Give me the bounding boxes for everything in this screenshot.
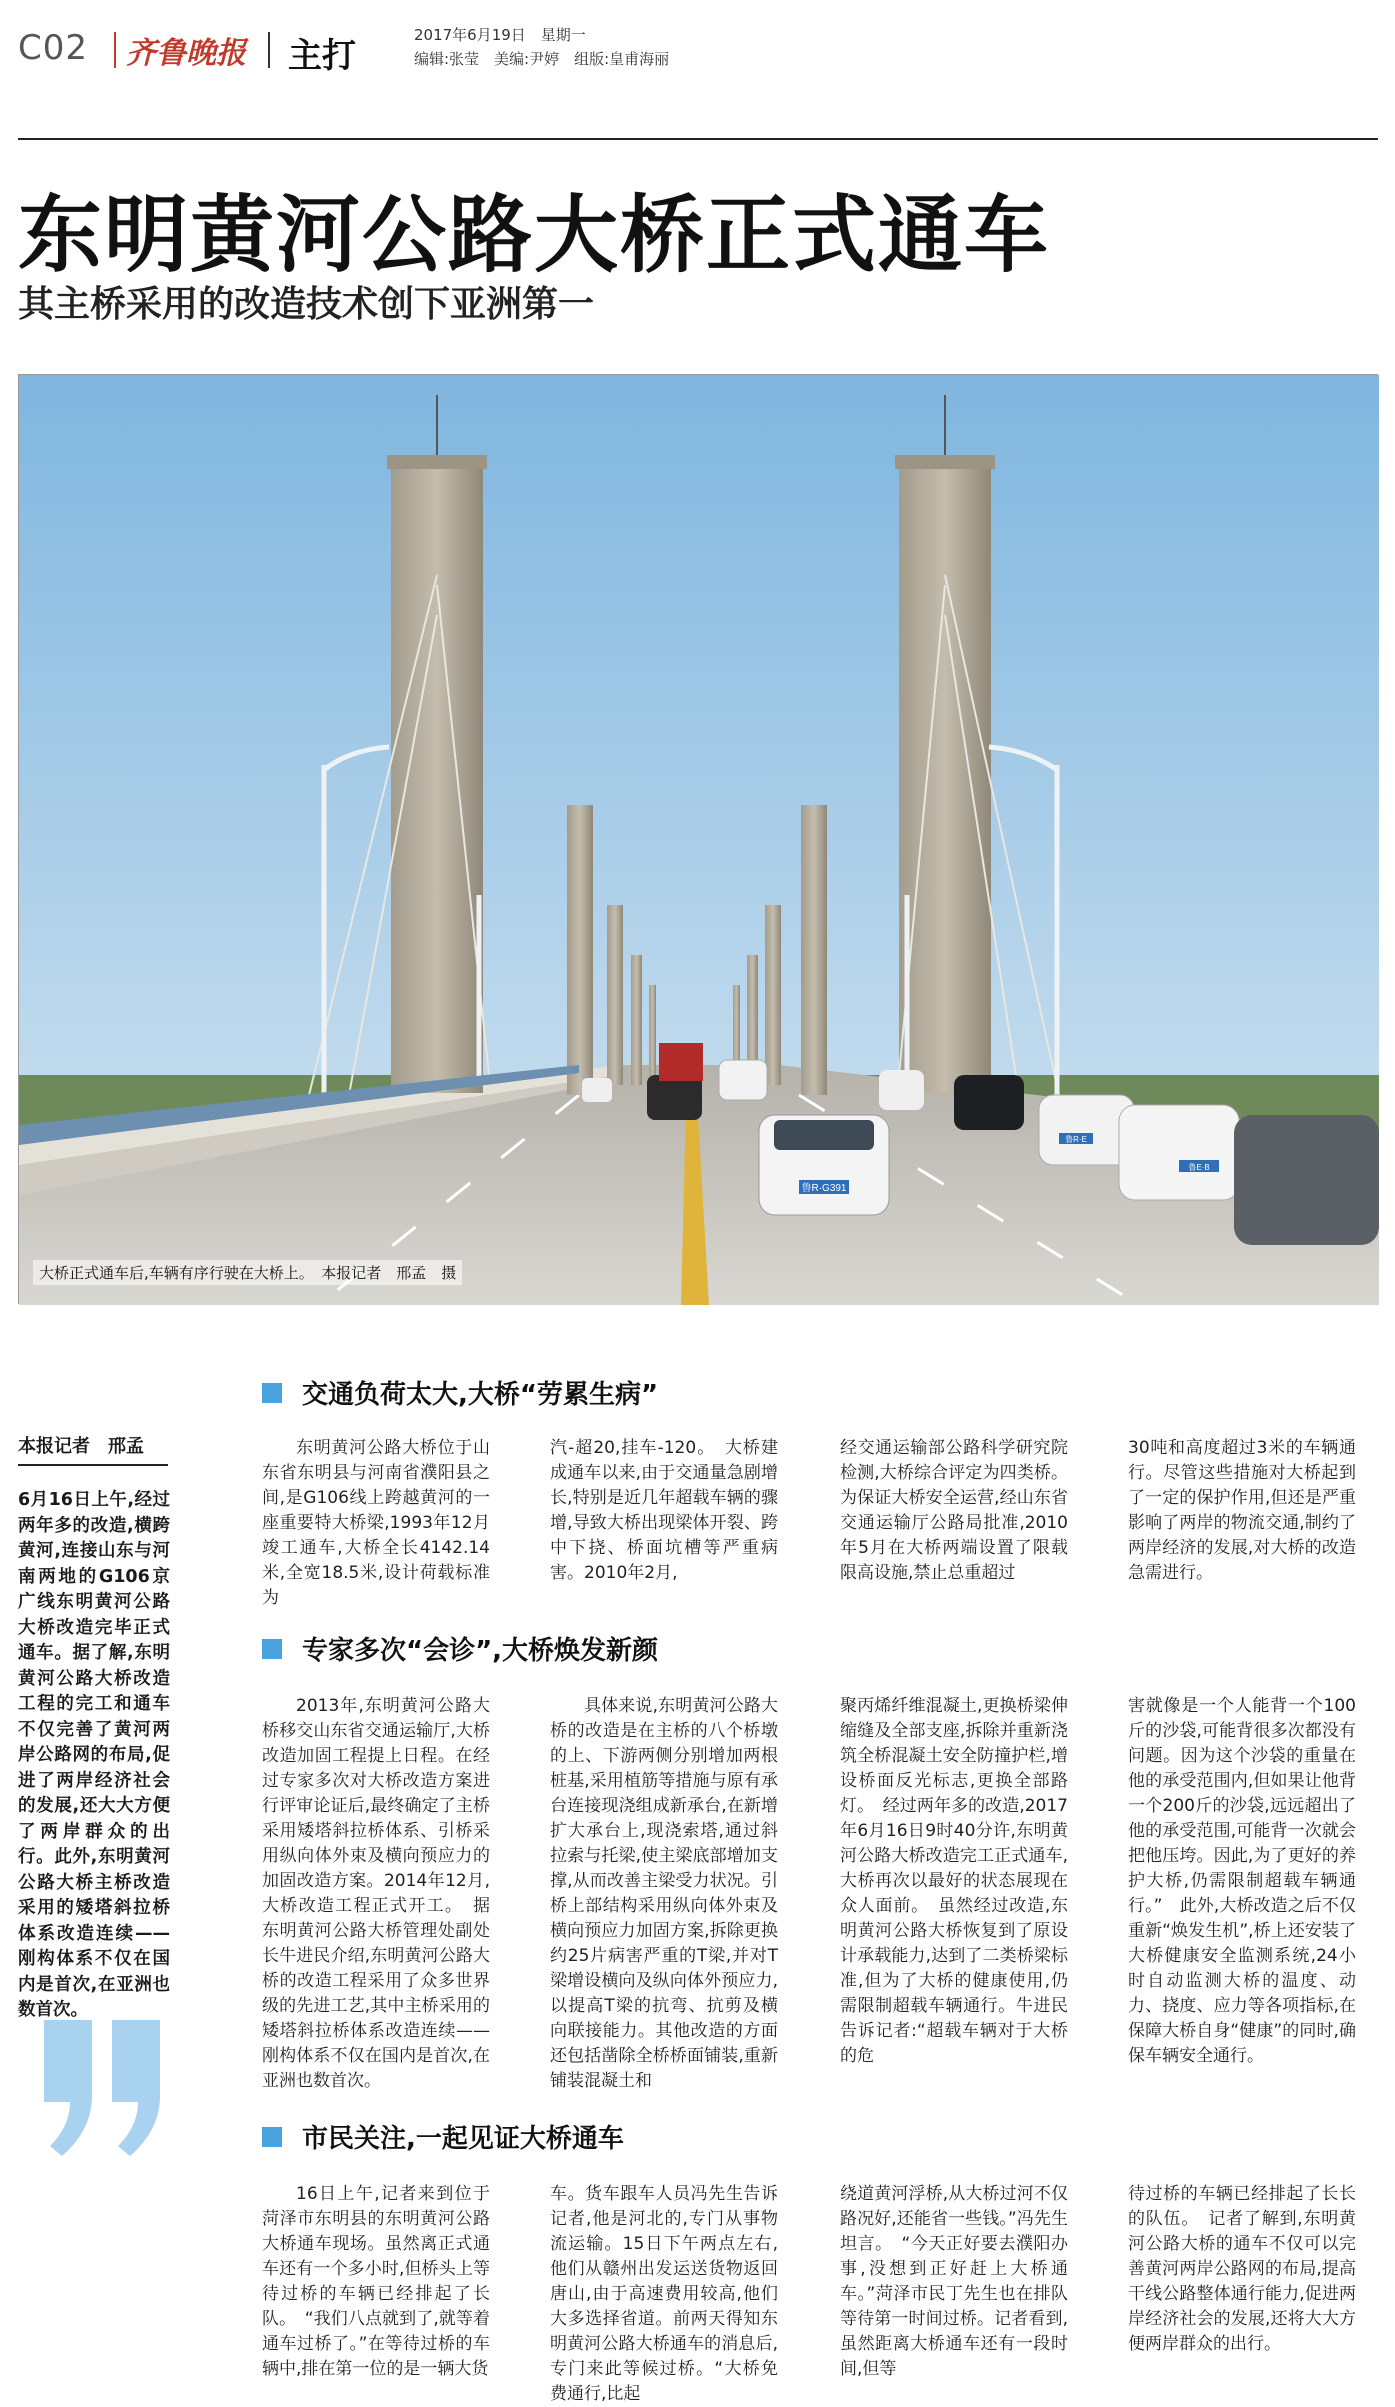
section-bullet-icon	[262, 2127, 282, 2147]
section-name: 主打	[288, 36, 356, 76]
article-column: 车。货车跟车人员冯先生告诉记者,他是河北的,专门从事物流运输。15日下午两点左右,他们从赣州出发运送货物返回唐山,由于高速费用较高,他们大多选择省道。前两天得知东明黄河公路大桥通车的消息后,专门来此等候过桥。“大桥免费通行,比起	[550, 2184, 778, 2404]
section-bullet-icon	[262, 1383, 282, 1403]
section-title: 交通负荷太大,大桥“劳累生病”	[262, 1374, 658, 1411]
article-column: 30吨和高度超过3米的车辆通行。尽管这些措施对大桥起到了一定的保护作用,但还是严重影响了两岸的物流交通,制约了两岸经济的发展,对大桥的改造急需进行。	[1128, 1438, 1356, 1583]
article-column: 聚丙烯纤维混凝土,更换桥梁伸缩缝及全部支座,拆除并重新浇筑全桥混凝土安全防撞护栏,增设桥面反光标志,更换全部路灯。 经过两年多的改造,2017年6月16日9时40分许,东明黄河公路大桥改造完工正式通车,大桥再次以最好的状态展现在众人面前。 虽然经过改造,东明黄河公路大桥恢复到了原设计承载能力,达到了二类桥梁标准,但为了大桥的健康使用,仍需限制超载车辆通行。牛进民告诉记者:“超载车辆对于大桥的危	[840, 1696, 1068, 2066]
page-number: C02	[18, 28, 89, 68]
section-title: 专家多次“会诊”,大桥焕发新颜	[262, 1630, 658, 1667]
quote-mark-icon	[40, 2010, 170, 2160]
section-bullet-icon	[262, 1639, 282, 1659]
article-column: 汽-超20,挂车-120。 大桥建成通车以来,由于交通量急剧增长,特别是近几年超载车辆的骤增,导致大桥出现梁体开裂、跨中下挠、桥面坑槽等严重病害。2010年2月,	[550, 1438, 778, 1583]
byline: 本报记者 邢孟	[18, 1432, 168, 1466]
subheadline: 其主桥采用的改造技术创下亚洲第一	[18, 284, 595, 325]
header-divider	[268, 32, 270, 68]
page-header	[18, 22, 1378, 80]
article-column: 害就像是一个人能背一个100斤的沙袋,可能背很多次都没有问题。因为这个沙袋的重量在他的承受范围内,但如果让他背一个200斤的沙袋,远远超出了他的承受范围,可能背一次就会把他压垮。因此,为了更好的养护大桥,仍需限制超载车辆通行。” 此外,大桥改造之后不仅重新“焕发生机”,桥上还安装了大桥健康安全监测系统,24小时自动监测大桥的温度、动力、挠度、应力等各项指标,在保障大桥自身“健康”的同时,确保车辆安全通行。	[1128, 1696, 1356, 2066]
bridge-photo	[18, 374, 1378, 1304]
header-rule	[18, 138, 1378, 140]
headline: 东明黄河公路大桥正式通车	[18, 186, 1051, 284]
article-column: 东明黄河公路大桥位于山东省东明县与河南省濮阳县之间,是G106线上跨越黄河的一座重要特大桥梁,1993年12月竣工通车,大桥全长4142.14米,全宽18.5米,设计荷载标准为	[262, 1438, 490, 1608]
issue-date: 2017年6月19日 星期一	[414, 26, 586, 44]
license-plate: 鲁E·B	[1188, 1163, 1210, 1172]
license-plate: 鲁R·G391	[801, 1183, 847, 1194]
article-column: 2013年,东明黄河公路大桥移交山东省交通运输厅,大桥改造加固工程提上日程。在经过专家多次对大桥改造方案进行评审论证后,最终确定了主桥采用矮塔斜拉桥体系、引桥采用纵向体外束及横向预应力的加固改造方案。2014年12月,大桥改造工程正式开工。 据东明黄河公路大桥管理处副处长牛进民介绍,东明黄河公路大桥的改造工程采用了众多世界级的先进工艺,其中主桥采用的矮塔斜拉桥体系改造连续——刚构体系不仅在国内是首次,在亚洲也数首次。	[262, 1696, 490, 2091]
article-column: 具体来说,东明黄河公路大桥的改造是在主桥的八个桥墩的上、下游两侧分别增加两根桩基,采用植筋等措施与原有承台连接现浇组成新承台,在新增扩大承台上,现浇索塔,通过斜拉索与托梁,使主梁底部增加支撑,从而改善主梁受力状况。引桥上部结构采用纵向体外束及横向预应力加固方案,拆除更换约25片病害严重的T梁,并对T梁增设横向及纵向体外预应力,以提高T梁的抗弯、抗剪及横向联接能力。其他改造的方面还包括凿除全桥桥面铺装,重新铺装混凝土和	[550, 1696, 778, 2091]
article-column: 16日上午,记者来到位于菏泽市东明县的东明黄河公路大桥通车现场。虽然离正式通车还有一个多小时,但桥头上等待过桥的车辆已经排起了长队。 “我们八点就到了,就等着通车过桥了。”在等待过桥的车辆中,排在第一位的是一辆大货	[262, 2184, 490, 2379]
license-plate: 鲁R·E	[1065, 1135, 1087, 1144]
header-divider	[114, 32, 116, 68]
newspaper-logo: 齐鲁晚报	[126, 36, 246, 71]
editor-credits: 编辑:张莹 美编:尹婷 组版:皇甫海丽	[414, 50, 670, 68]
section-title: 市民关注,一起见证大桥通车	[262, 2118, 624, 2155]
lead-paragraph: 6月16日上午,经过两年多的改造,横跨黄河,连接山东与河南两地的G106京广线东明黄河公路大桥改造完毕正式通车。据了解,东明黄河公路大桥改造工程的完工和通车不仅完善了黄河两岸公路网的布局,促进了两岸经济社会的发展,还大大方便了两岸群众的出行。此外,东明黄河公路大桥主桥改造采用的矮塔斜拉桥体系改造连续——刚构体系不仅在国内是首次,在亚洲也数首次。	[18, 1490, 170, 2020]
article-column: 待过桥的车辆已经排起了长长的队伍。 记者了解到,东明黄河公路大桥的通车不仅可以完善黄河两岸公路网的布局,提高干线公路整体通行能力,促进两岸经济社会的发展,还将大大方便两岸群众的出行。	[1128, 2184, 1356, 2354]
photo-caption: 大桥正式通车后,车辆有序行驶在大桥上。 本报记者 邢孟 摄	[33, 1260, 462, 1285]
article-column: 绕道黄河浮桥,从大桥过河不仅路况好,还能省一些钱。”冯先生坦言。 “今天正好要去濮阳办事,没想到正好赶上大桥通车。”菏泽市民丁先生也在排队等待第一时间过桥。记者看到,虽然距离大桥通车还有一段时间,但等	[840, 2184, 1068, 2379]
bridge-illustration	[19, 375, 1379, 1305]
article-column: 经交通运输部公路科学研究院检测,大桥综合评定为四类桥。为保证大桥安全运营,经山东省交通运输厅公路局批准,2010年5月在大桥两端设置了限载限高设施,禁止总重超过	[840, 1438, 1068, 1583]
